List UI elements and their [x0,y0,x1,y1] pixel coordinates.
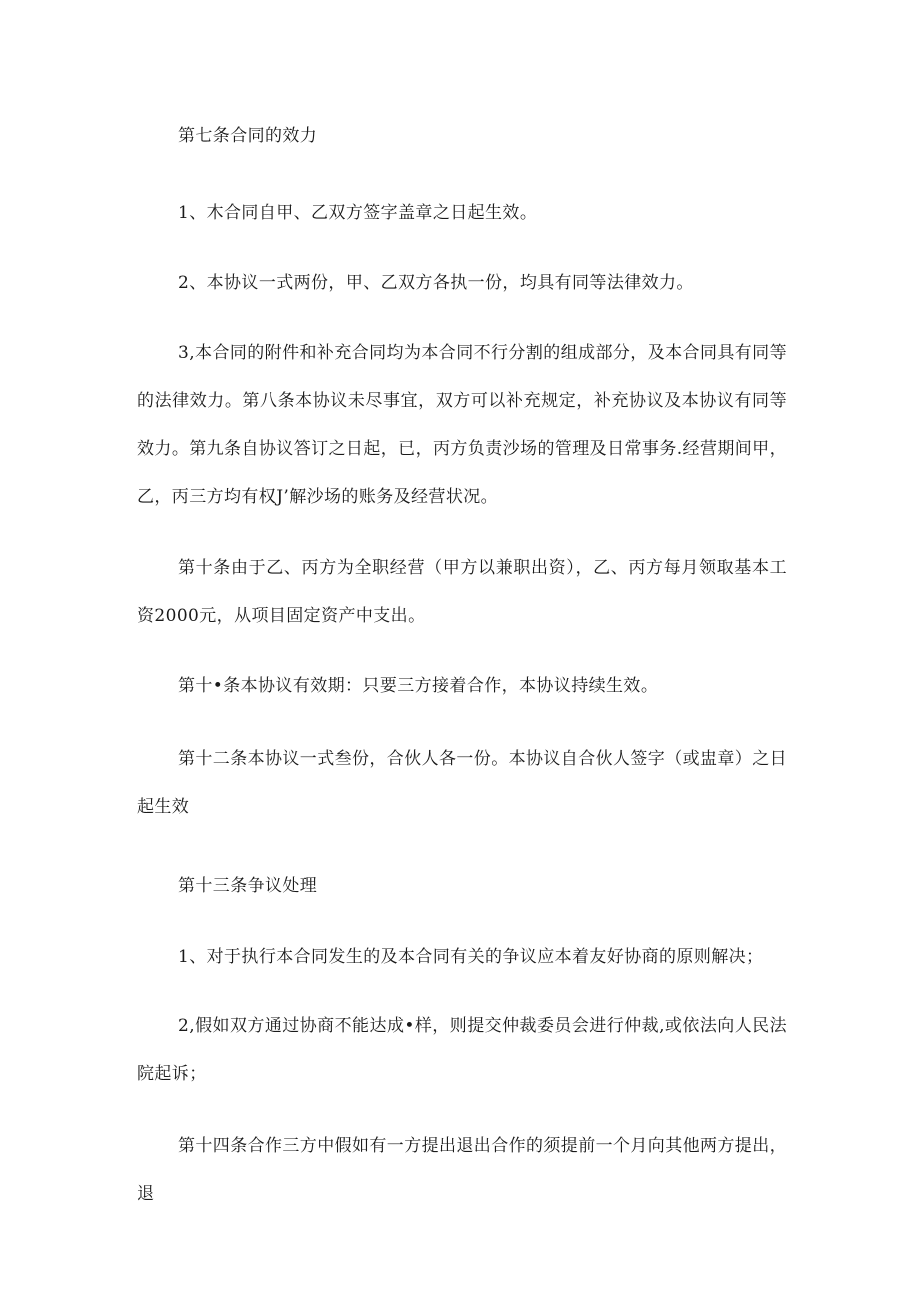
article-7-clause-2: 2、本协议一式两份，甲、乙双方各执一份，均具有同等法律效力。 [178,273,694,293]
article-7-heading: 第七条合同的效力 [178,126,318,146]
article-11-paragraph: 第十•条本协议有效期：只要三方接着合作，本协议持续生效。 [178,676,659,696]
article-7-clause-1: 1、木合同自甲、乙双方签字盖章之日起生效。 [178,203,538,223]
article-10-paragraph: 第十条由于乙、丙方为全职经营（甲方以兼职出资），乙、丙方每月领取基本工资2000元，从项目固定资产中支出。 [137,558,787,626]
article-7-clause-3: 3,本合同的附件和补充合同均为本合同不行分割的组成部分，及本合同具有同等的法律效力。第八条本协议未尽事宜，双方可以补充规定，补充协议及本协议有同等效力。第九条自协议答订之日起，已，丙方负责沙场的管理及日常事务.经营期间甲，乙，丙三方均有权J’解沙场的账务及经营状况。 [137,343,787,507]
article-14-paragraph: 第十四条合作三方中假如有一方提出退出合作的须提前一个月向其他两方提出，退 [137,1136,787,1204]
article-13-clause-1: 1、对于执行本合同发生的及本合同有关的争议应本着友好协商的原则解决； [178,947,764,967]
article-13-clause-2: 2,假如双方通过协商不能达成•样，则提交仲裁委员会进行仲裁,或依法向人民法院起诉； [137,1016,787,1084]
article-13-heading: 第十三条争议处理 [178,876,318,896]
article-12-paragraph: 第十二条本协议一式叁份，合伙人各一份。本协议自合伙人签字（或盅章）之日起生效 [137,749,787,817]
